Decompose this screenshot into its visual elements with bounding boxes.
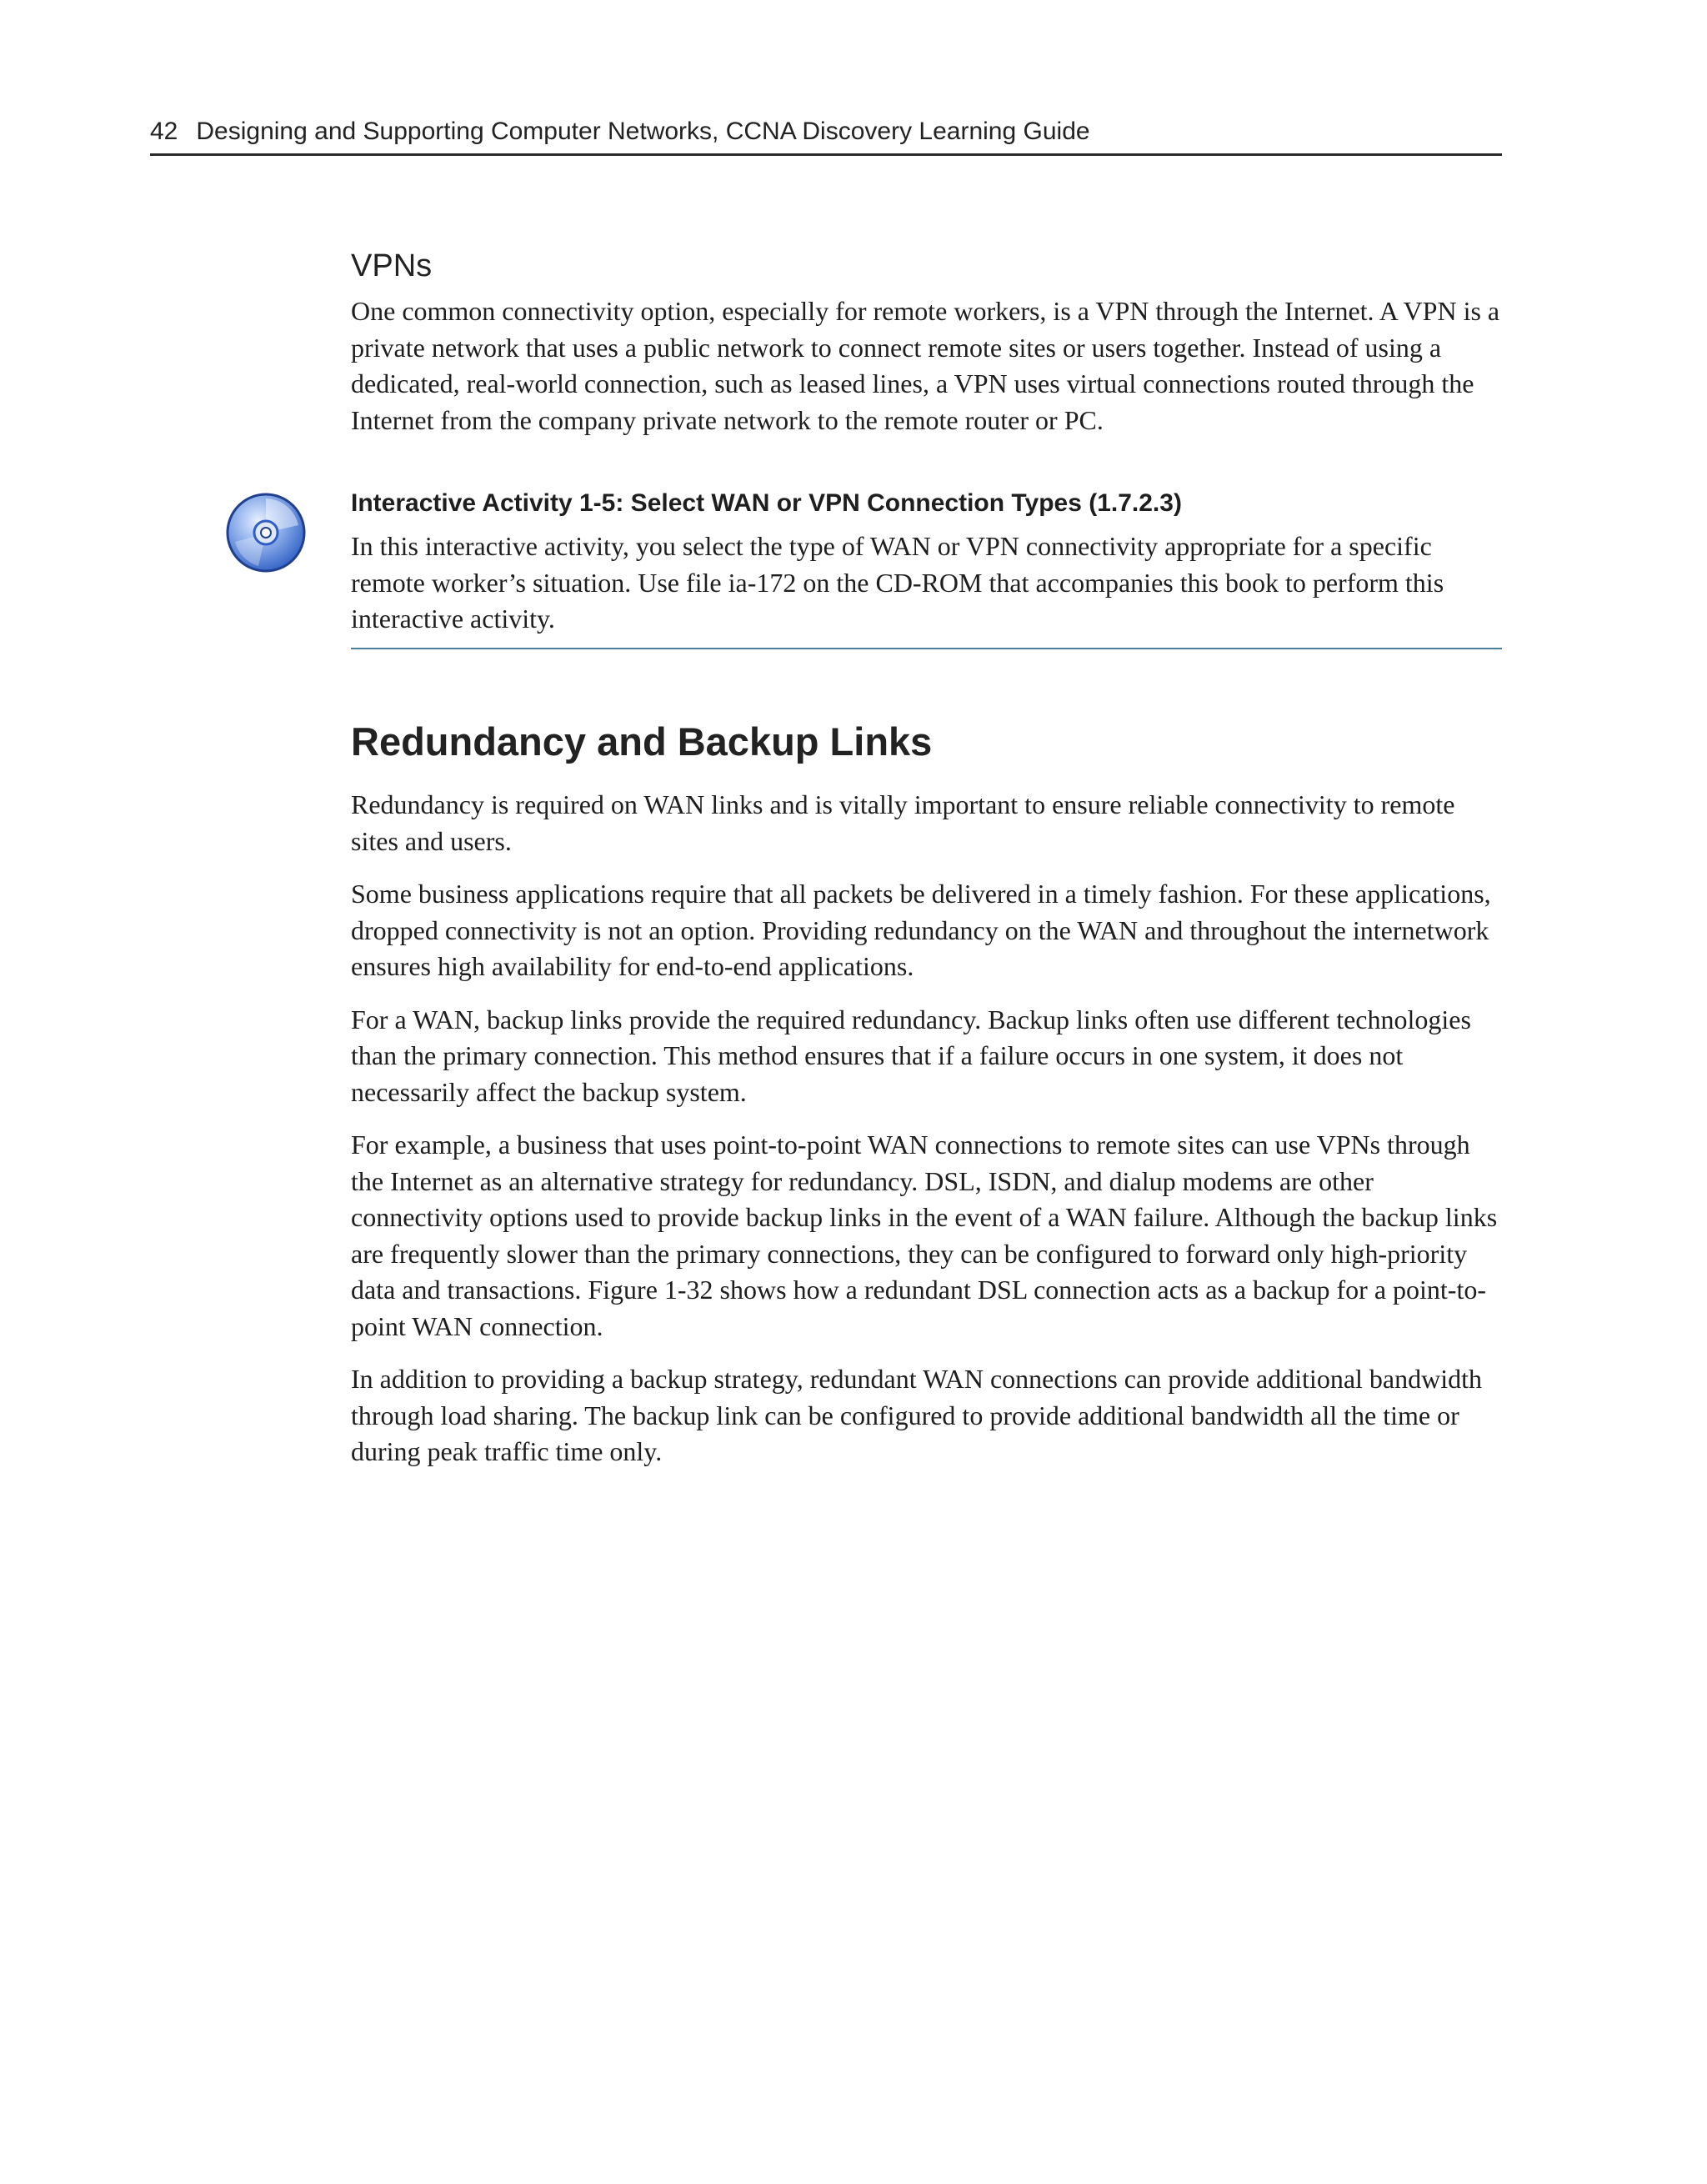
page-number: 42 [150,118,178,145]
page-header [150,115,1502,156]
redundancy-heading: Redundancy and Backup Links [351,719,933,764]
redundancy-paragraph-4: For example, a business that uses point-to-point WAN connections to remote sites can use VPNs through the Internet as an alternative strategy for redundancy. DSL, ISDN, and dialup modems are other connectivity options used to provide backup links in the event of a WAN failure. Although the backup links are frequently slower than the primary connections, they can be configured to forward only high-priority data and transactions. Figure 1-32 shows how a redundant DSL connection acts as a backup for a point-to-point WAN connection. [351,1130,1498,1341]
running-header-title: Designing and Supporting Computer Networks, CCNA Discovery Learning Guide [196,118,1090,145]
interactive-activity-box [351,485,1502,649]
redundancy-paragraph-1: Redundancy is required on WAN links and is vitally important to ensure reliable connectivity to remote sites and users. [351,789,1455,856]
vpns-section [351,247,1502,455]
vpns-paragraph: One common connectivity option, especially for remote workers, is a VPN through the Internet. A VPN is a private network that uses a public network to connect remote sites or users together. Instead of using a dedicated, real-world connection, such as leased lines, a VPN uses virtual connections routed through the Internet from the company private network to the remote router or PC. [351,296,1500,435]
cd-rom-icon [225,492,307,574]
redundancy-paragraph-5: In addition to providing a backup strategy, redundant WAN connections can provide additional bandwidth through load sharing. The backup link can be configured to provide additional bandwidth all the time or during peak traffic time only. [351,1364,1482,1466]
vpns-heading: VPNs [351,248,433,283]
redundancy-paragraph-2: Some business applications require that all packets be delivered in a timely fashion. For these applications, dropped connectivity is not an option. Providing redundancy on the WAN and throughout the internetwork ensures high availability for end-to-end applications. [351,879,1491,981]
activity-paragraph: In this interactive activity, you select the type of WAN or VPN connectivity appropriate for a specific remote worker’s situation. Use file ia-172 on the CD-ROM that accompanies this book to perform this interactive activity. [351,531,1444,634]
redundancy-section [351,717,1502,1487]
activity-title: Interactive Activity 1-5: Select WAN or VPN Connection Types (1.7.2.3) [351,489,1182,517]
redundancy-paragraph-3: For a WAN, backup links provide the required redundancy. Backup links often use different technologies than the primary connection. This method ensures that if a failure occurs in one system, it does not necessarily affect the backup system. [351,1004,1471,1107]
